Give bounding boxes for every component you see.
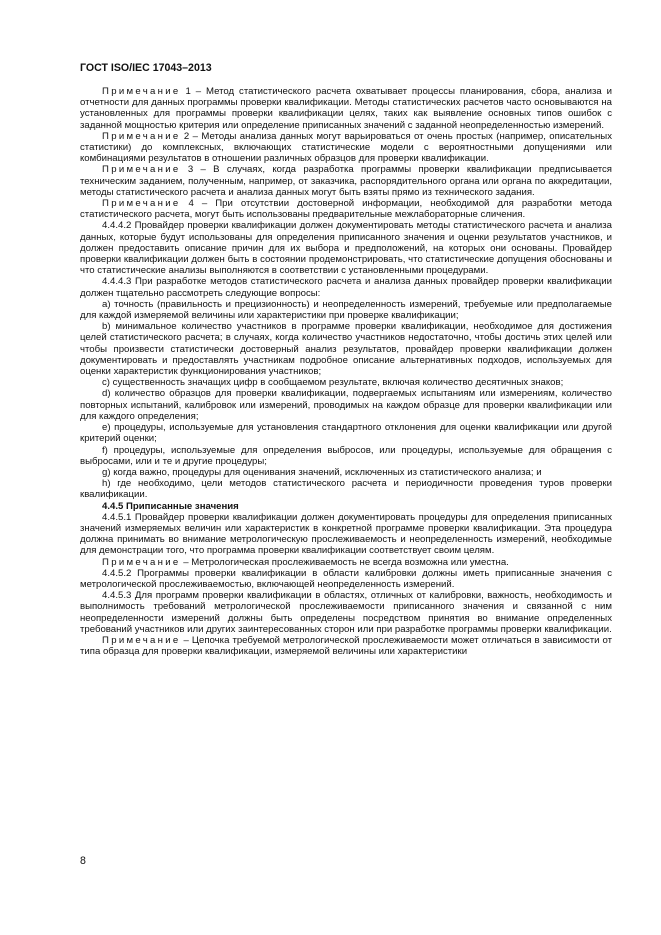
- list-item: b) минимальное количество участников в программе проверки квалификации, необходимое для достижения целей статистического расчета; в случаях, когда количество участников недостаточно, чтобы достичь этих целей или чтобы произвести статистически достоверный анализ результатов, провайдер проверки квалификации должен документировать и предоставлять участникам подробное описание альтернативных подходов, используемых для оценки характеристик функционирования участников;: [80, 321, 612, 378]
- note-paragraph: [80, 131, 612, 165]
- list-item: d) количество образцов для проверки квалификации, подвергаемых испытаниям или измерениям, количество повторных испытаний, калибровок или измерений, проводимых на каждом образце для проверки квалификации или для каждого определения;: [80, 388, 612, 422]
- list-item: c) существенность значащих цифр в сообщаемом результате, включая количество десятичных знаков;: [102, 377, 564, 389]
- note-text: – Метрологическая прослеживаемость не всегда возможна или уместна.: [180, 556, 509, 568]
- note-text: 2 – Методы анализа данных могут варьироваться от очень простых (например, описательных статистики) до комплексных, включающих статистические модели с вероятностными допущениями или комбинациями результатов в отношении различных образцов для проверки квалификации.: [80, 130, 612, 165]
- note-text: 3 – В случаях, когда разработка программы проверки квалификации предписывается техническим заданием, полученным, например, от заказчика, распорядительного органа или органа по аккредитации, методы статистического расчета и анализа данных могут быть взяты прямо из технического задания.: [80, 164, 612, 198]
- note-label: Примечание: [102, 164, 181, 176]
- note-paragraph: [80, 198, 612, 220]
- note-text: 4 – При отсутствии достоверной информации, необходимой для разработки метода статистического расчета, могут быть использованы предварительные межлабораторные сличения.: [80, 198, 612, 221]
- note-label: Примечание: [102, 634, 181, 646]
- note-label: Примечание: [102, 556, 181, 568]
- text-paragraph: 4.4.4.2 Провайдер проверки квалификации должен документировать методы статистического расчета и анализа данных, которые будут использованы для определения приписанного значения и оценки результатов участников, и должен предоставить описание причин для их выбора и предположений, на которых они основаны. Провайдер проверки квалификации должен быть в состоянии продемонстрировать, что статистические допущения обоснованы и что статистические анализы выполняются в соответствии с установленными процедурами.: [80, 220, 612, 277]
- text-paragraph: 4.4.5.1 Провайдер проверки квалификации должен документировать процедуры для определения приписанных значений измеряемых величин или характеристик в конкретной программе проверки квалификации. Эта процедура должна принимать во внимание метрологическую прослеживаемость и неопределенность измерений, необходимые для демонстрации того, что программа проверки квалификации соответствует своим целям.: [80, 511, 612, 557]
- text-paragraph: 4.4.5.2 Программы проверки квалификации в области калибровки должны иметь приписанные значения с метрологической прослеживаемостью, включающей неопределенность измерений.: [80, 567, 612, 590]
- list-item: a) точность (правильность и прецизионность) и неопределенность измерений, требуемые или предполагаемые для каждой измеряемой величины или характеристики при проверке квалификации;: [80, 298, 612, 322]
- list-item: f) процедуры, используемые для определения выбросов, или процедуры, используемые для обращения с выбросами, или и те и другие процедуры;: [80, 444, 612, 467]
- list-item: h) где необходимо, цели методов статистического расчета и периодичности проведения туров проверки квалификации.: [80, 478, 612, 501]
- text-paragraph: 4.4.5.3 Для программ проверки квалификации в областях, отличных от калибровки, важность, необходимость и выполнимость требований метрологической прослеживаемости приписанного значения и связанной с ним неопределенности измерений должны быть определены посредством принятия во внимание определенных требований участников или других заинтересованных сторон или при разработке программы проверки квалификации.: [80, 590, 612, 635]
- document-body: [80, 86, 612, 657]
- note-paragraph: [80, 86, 612, 131]
- note-paragraph: [80, 164, 612, 198]
- note-text: 1 – Метод статистического расчета охватывает процессы планирования, сбора, анализа и отчетности для данных программы проверки квалификации. Методы статистических расчетов часто основываются на установленных для программы проверки квалификации целях, таких как выявление основных типов ошибок с заданной мощностью критерия или определение приписанных значений с заданной неопределенностью измерений.: [80, 86, 612, 131]
- page-number: 8: [80, 855, 86, 867]
- document-header: ГОСТ ISO/IEC 17043–2013: [80, 62, 212, 74]
- note-text: – Цепочка требуемой метрологической прослеживаемости может отличаться в зависимости от типа образца для проверки квалификации, измеряемой величины или характеристики: [80, 634, 612, 658]
- list-item: g) когда важно, процедуры для оценивания значений, исключенных из статистического анализа; и: [102, 466, 542, 478]
- note-label: Примечание: [102, 130, 181, 142]
- section-heading: 4.4.5 Приписанные значения: [102, 500, 239, 512]
- text-paragraph: 4.4.4.3 При разработке методов статистического расчета и анализа данных провайдер проверки квалификации должен тщательно рассмотреть следующие вопросы:: [80, 276, 612, 299]
- note-label: Примечание: [102, 86, 181, 97]
- note-label: Примечание: [102, 198, 181, 210]
- list-item: e) процедуры, используемые для установления стандартного отклонения для оценки квалификации или другой критерий оценки;: [80, 422, 612, 445]
- note-paragraph: [80, 635, 612, 657]
- note-paragraph: [80, 557, 612, 568]
